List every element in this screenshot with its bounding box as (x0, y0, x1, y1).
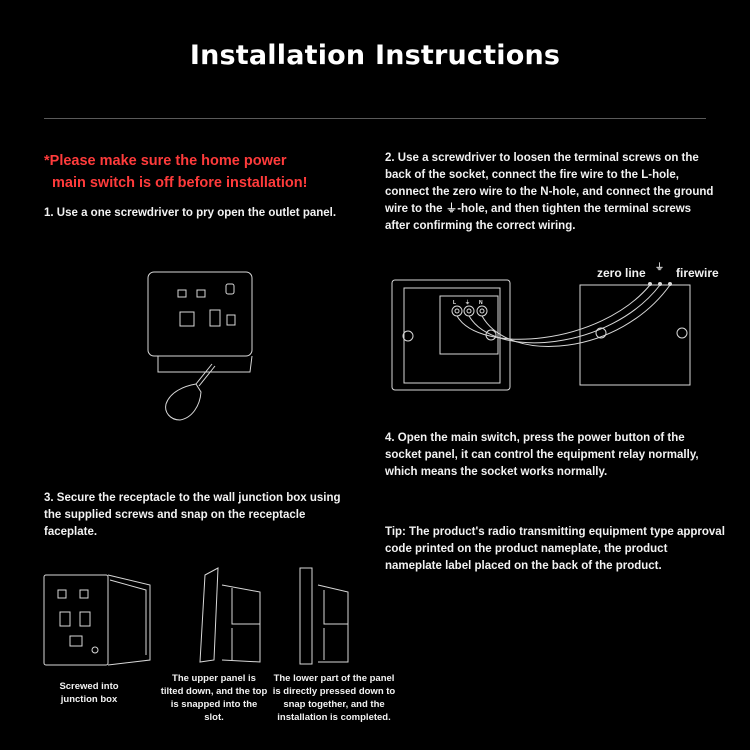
tip-text: Tip: The product's radio transmitting equipment type approval code printed on the product nameplate, the product nameplate label placed on the back of the product. (385, 526, 725, 572)
terminal-l-label: L (453, 300, 457, 306)
page-title: Installation Instructions (189, 40, 561, 71)
caption-screwed-into-box: Screwed into junction box (59, 681, 119, 705)
screwed-into-box-figure (44, 575, 150, 665)
warning-line-1: *Please make sure the home power (44, 153, 287, 169)
caption-tilt-panel: The upper panel is tilted down, and the top is snapped into the slot. (160, 673, 268, 723)
step-1-text: 1. Use a one screwdriver to pry open the outlet panel. (44, 207, 337, 219)
step-3-text: 3. Secure the receptacle to the wall junction box using the supplied screws and snap on the receptacle faceplate. (44, 492, 341, 538)
step-2-text: 2. Use a screwdriver to loosen the terminal screws on the back of the socket, connect the fire wire to the L-hole, connect the zero wire to the N-hole, and connect the ground wire to the ⏚-hole, and then tighten the terminal screws after confirming the correct wiring. (385, 152, 714, 232)
warning-line-2: main switch is off before installation! (52, 175, 308, 191)
terminal-n-label: N (479, 300, 483, 306)
ground-symbol-label: ⏚ (655, 262, 665, 272)
caption-press-panel: The lower part of the panel is directly pressed down to snap together, and the installation is completed. (272, 673, 396, 723)
zero-line-label: zero line (597, 266, 646, 280)
terminal-ground-label: ⏚ (465, 300, 471, 306)
press-panel-figure (300, 568, 348, 664)
step-4-text: 4. Open the main switch, press the power button of the socket panel, it can control the equipment relay normally, which means the socket works normally. (385, 432, 699, 478)
tilt-panel-figure (200, 568, 260, 662)
firewire-label: firewire (676, 266, 719, 280)
